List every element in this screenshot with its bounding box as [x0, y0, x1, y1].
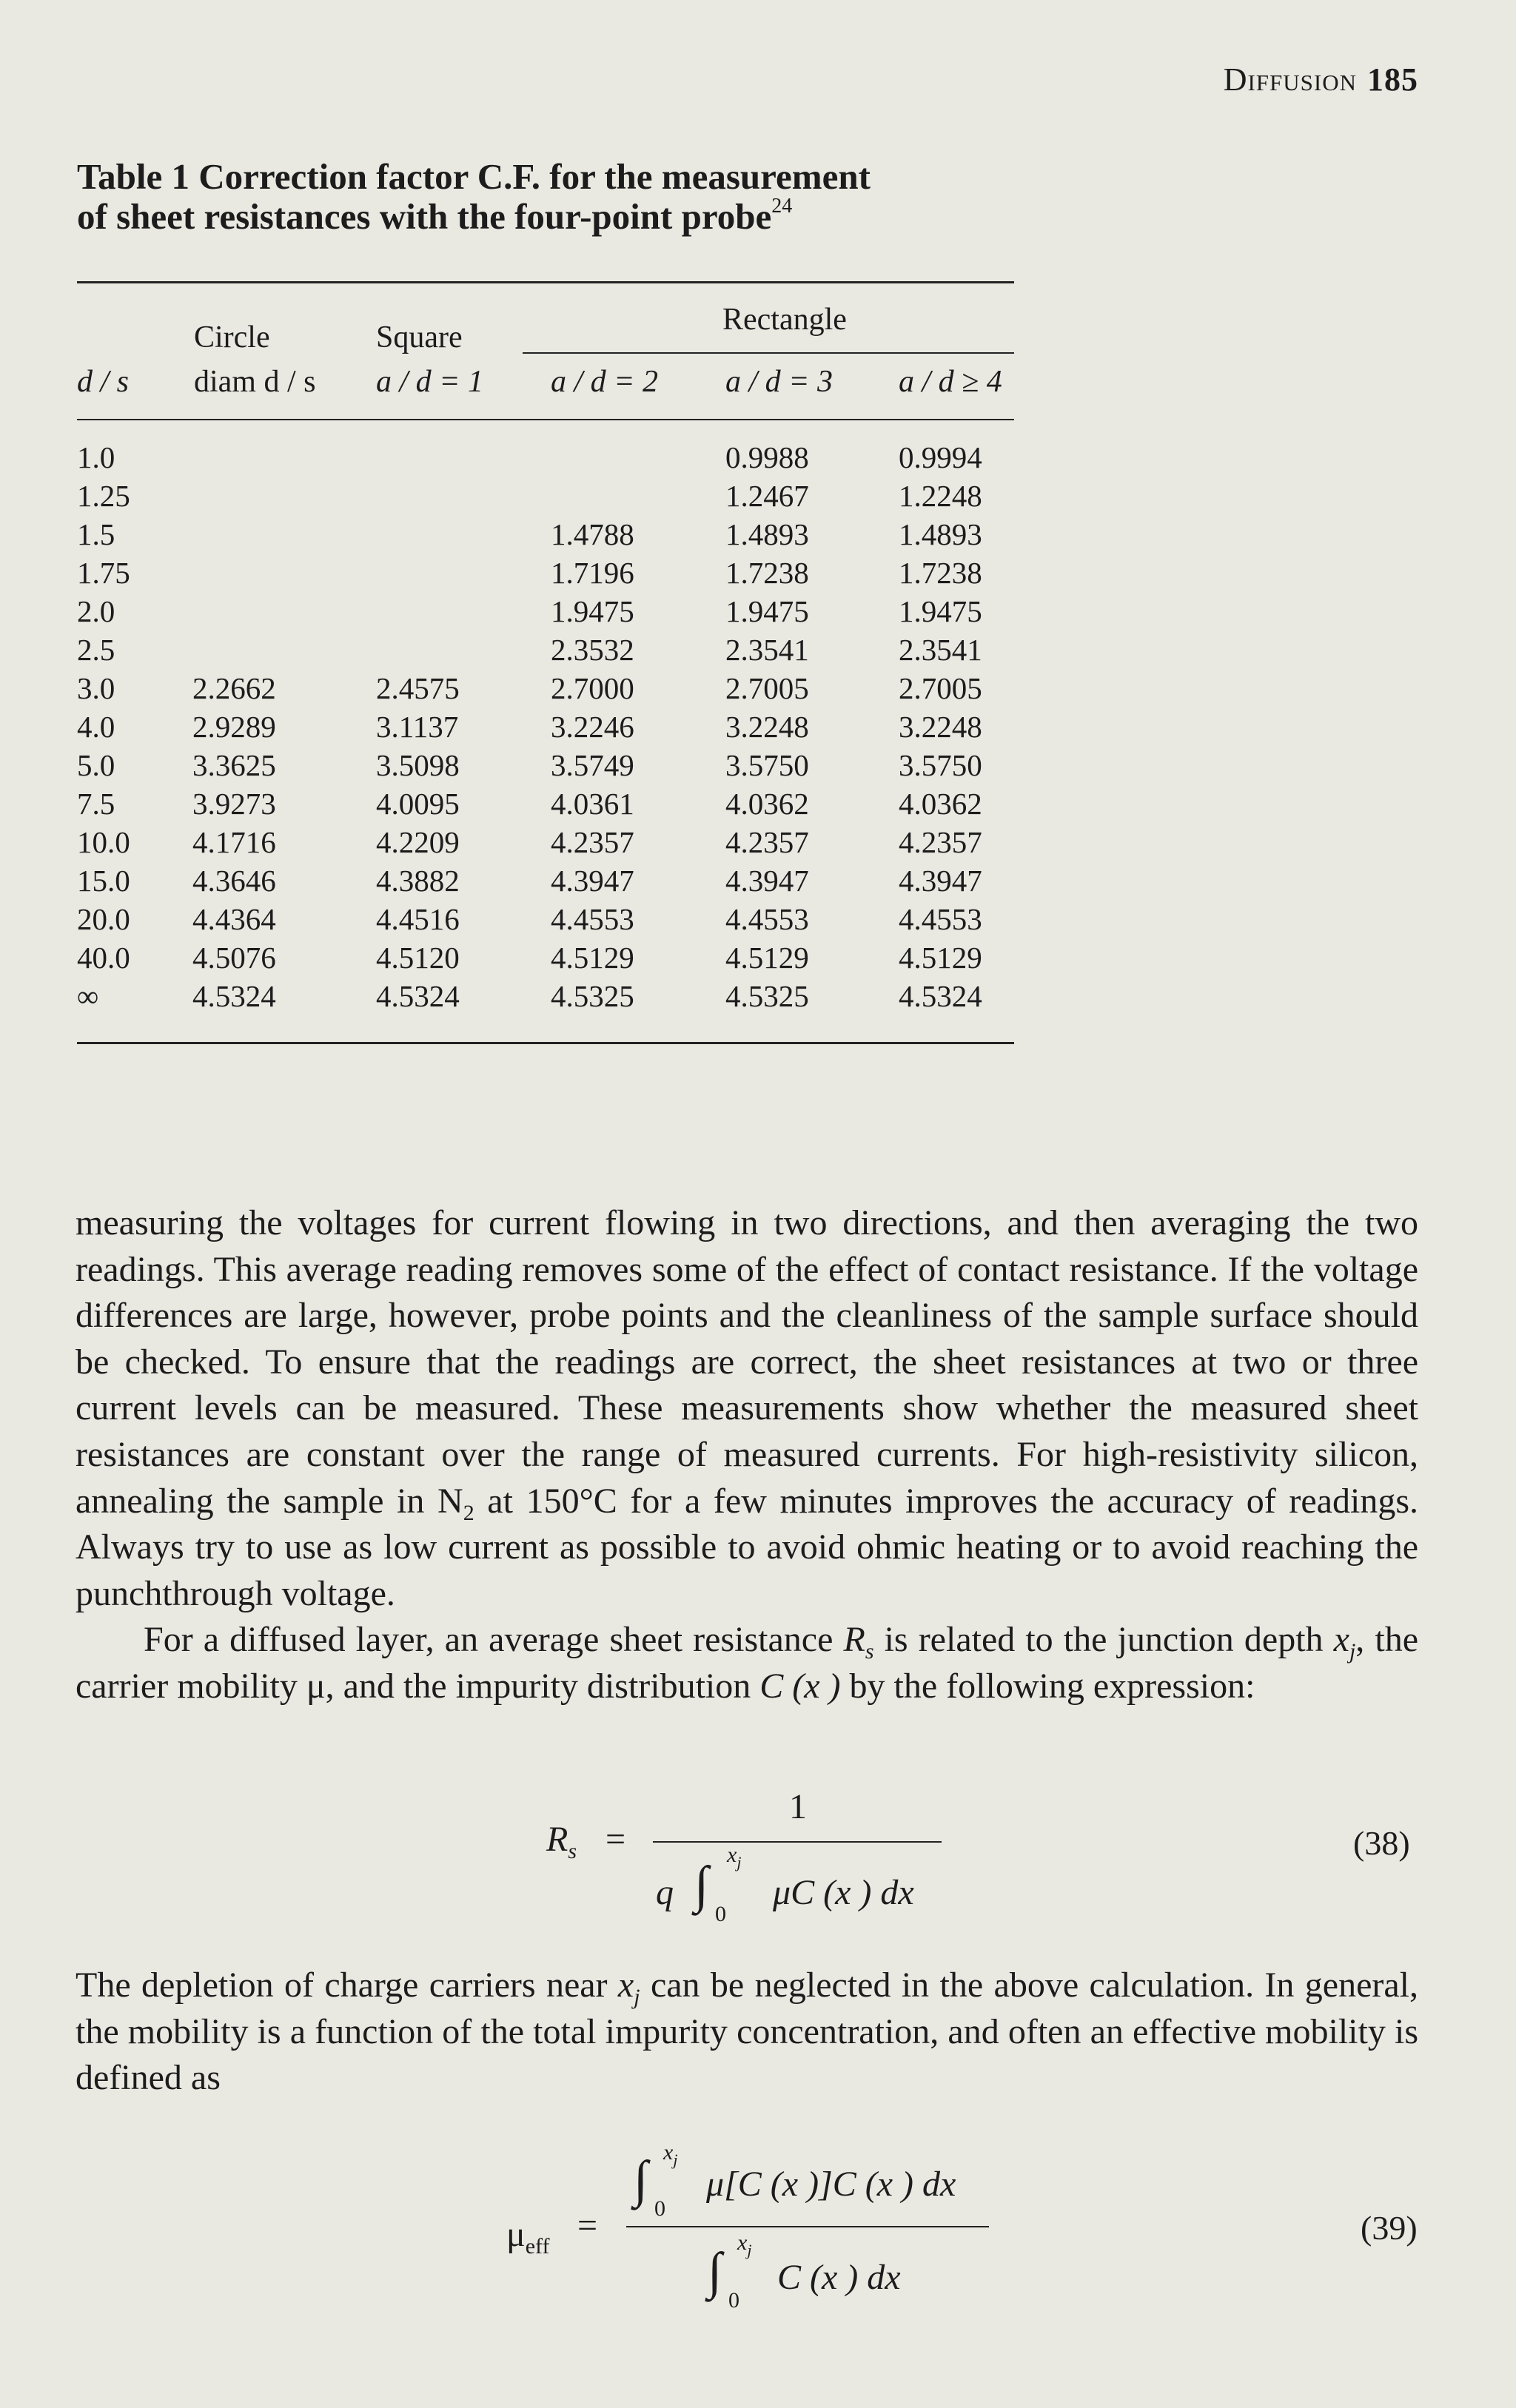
table-cell: 4.4516 [376, 902, 460, 936]
table-cell: 4.5324 [192, 979, 276, 1013]
eq38-upper-limit: $x_j$ [727, 1843, 742, 1871]
table-cell: 1.9475 [551, 594, 634, 628]
table-cell: 3.5098 [376, 748, 460, 782]
table-caption-line2: of sheet resistances with the four-point probe [77, 196, 772, 237]
eq38-q: q [656, 1873, 674, 1912]
table-cell: 4.5129 [725, 941, 809, 975]
table-caption-line1: Table 1 Correction factor C.F. for the measurement [77, 156, 871, 197]
eq39-num-upper-limit: $x_j$ [663, 2140, 678, 2169]
table-row-label: 1.0 [77, 440, 115, 474]
table-cell: 4.1716 [192, 825, 276, 859]
table-row-label: 40.0 [77, 941, 130, 975]
paragraph-3: The depletion of charge carriers near $x_j$ can be neglected in the above calculation. In general, the mobility is a function of the total impurity concentration, and often an effective mobility is defined as [76, 1965, 1419, 2098]
table-row-label: 5.0 [77, 748, 115, 782]
table-cell: 3.5749 [551, 748, 634, 782]
table-cell: 4.5076 [192, 941, 276, 975]
table-cell: 4.5120 [376, 941, 460, 975]
eq38-number: (38) [1353, 1824, 1410, 1862]
eq38-fraction-bar [653, 1841, 942, 1843]
table-bottom-rule [77, 1042, 1014, 1044]
table-row-label: 2.0 [77, 594, 115, 628]
eq39-num-lower-limit: 0 [654, 2196, 665, 2221]
table-cell: 4.5325 [725, 979, 809, 1013]
eq39-numerator: μ[C (x )]C (x ) dx [706, 2165, 956, 2204]
table-cell: 4.2357 [725, 825, 809, 859]
eq38-lhs: $R_s$ [546, 1820, 577, 1863]
table-cell: 3.1137 [376, 710, 459, 744]
table-caption-reference: 24 [771, 195, 793, 218]
eq39-equals: = [577, 2206, 598, 2245]
table-cell: 1.7196 [551, 556, 634, 590]
paragraph-2: For a diffused layer, an average sheet resistance $R_s$ is related to the junction depth $x_j$, the carrier mobility μ, and the impurity distribution C (x ) by the following expression: [76, 1620, 1419, 1706]
table-cell: 2.3532 [551, 633, 634, 667]
table-cell: 4.0362 [899, 787, 982, 821]
header-circle-bottom: diam d / s [194, 365, 316, 399]
table-cell: 4.0361 [551, 787, 634, 821]
table-header-rule [77, 419, 1014, 420]
header-rect-ad3: a / d = 3 [725, 365, 834, 399]
table-cell: 3.5750 [725, 748, 809, 782]
table-cell: 1.7238 [725, 556, 809, 590]
rectangle-group-rule [523, 352, 1014, 354]
eq39-den-upper-limit: $x_j$ [737, 2230, 752, 2259]
header-circle-top: Circle [194, 320, 270, 354]
table-cell: 1.4893 [725, 517, 809, 551]
table-cell: 4.0362 [725, 787, 809, 821]
table-cell: 3.3625 [192, 748, 276, 782]
page-number: 185 [1367, 61, 1418, 98]
eq38-integrand: μC (x ) dx [773, 1873, 914, 1912]
table-cell: 1.2248 [899, 479, 982, 513]
table-cell: 2.7005 [725, 671, 809, 705]
running-head [1224, 61, 1418, 98]
table-cell: 2.9289 [192, 710, 276, 744]
eq38-integral-sign: ∫ [694, 1857, 709, 1914]
table-cell: 2.7000 [551, 671, 634, 705]
eq39-number: (39) [1361, 2209, 1418, 2247]
table-row-label: 20.0 [77, 902, 130, 936]
table-cell: 4.5129 [899, 941, 982, 975]
table-cell: 4.4553 [899, 902, 982, 936]
table-row-label: 7.5 [77, 787, 115, 821]
table-cell: 4.3947 [899, 864, 982, 898]
table-top-rule [77, 281, 1014, 283]
eq39-denominator: C (x ) dx [777, 2258, 901, 2297]
table-row-label: 1.75 [77, 556, 130, 590]
table-cell: 4.3947 [551, 864, 634, 898]
table-cell: 0.9994 [899, 440, 982, 474]
table-cell: 4.5129 [551, 941, 634, 975]
table-cell: 3.5750 [899, 748, 982, 782]
table-row-label: 1.5 [77, 517, 115, 551]
header-square-top: Square [376, 320, 463, 354]
table-cell: 4.4364 [192, 902, 276, 936]
eq39-fraction-bar [626, 2226, 989, 2227]
table-cell: 3.2248 [725, 710, 809, 744]
table-cell: 4.2357 [899, 825, 982, 859]
table-cell: 2.3541 [899, 633, 982, 667]
header-ds: d / s [77, 365, 130, 399]
eq39-num-integral-sign: ∫ [634, 2151, 648, 2208]
table-cell: 4.2357 [551, 825, 634, 859]
paragraph-1: measuring the voltages for current flowing in two directions, and then averaging the two readings. This average reading removes some of the effect of contact resistance. If the voltage differences are large, however, probe points and the cleanliness of the sample surface should be checked. To ensure that the readings are correct, the sheet resistances at two or three current levels can be measured. These measurements show whether the measured sheet resistances are constant over the range of measured currents. For high-resistivity silicon, annealing the sample in $N_2$ at 150°C for a few minutes improves the accuracy of readings. Always try to use as low current as possible to avoid ohmic heating or to avoid reaching the punchthrough voltage. [76, 1203, 1419, 1613]
table-row-label: ∞ [77, 979, 99, 1013]
table-cell: 4.3882 [376, 864, 460, 898]
table-cell: 1.4893 [899, 517, 982, 551]
eq38-numerator: 1 [789, 1787, 807, 1826]
body-text-lower [76, 1963, 1418, 2102]
table-row-label: 2.5 [77, 633, 115, 667]
header-rect-ad2: a / d = 2 [551, 365, 659, 399]
table-cell: 4.2209 [376, 825, 460, 859]
table-cell: 2.3541 [725, 633, 809, 667]
table-cell: 4.5324 [899, 979, 982, 1013]
table-row-label: 15.0 [77, 864, 130, 898]
table-caption [77, 157, 1039, 237]
table-cell: 1.7238 [899, 556, 982, 590]
table-cell: 1.9475 [725, 594, 809, 628]
table-cell: 2.4575 [376, 671, 460, 705]
table-cell: 4.4553 [725, 902, 809, 936]
table-row-label: 1.25 [77, 479, 130, 513]
table-cell: 3.9273 [192, 787, 276, 821]
running-head-title: Diffusion [1223, 61, 1357, 98]
eq38-lower-limit: 0 [715, 1902, 726, 1926]
eq39-den-integral-sign: ∫ [708, 2243, 722, 2300]
table-cell: 1.9475 [899, 594, 982, 628]
body-text-upper [76, 1200, 1418, 1710]
table-cell: 4.0095 [376, 787, 460, 821]
table-row-label: 4.0 [77, 710, 115, 744]
table-cell: 4.5324 [376, 979, 460, 1013]
table-cell: 4.5325 [551, 979, 634, 1013]
table-cell: 3.2246 [551, 710, 634, 744]
table-cell: 2.7005 [899, 671, 982, 705]
eq39-lhs: $\mu_{eff}$ [506, 2215, 550, 2259]
header-rect-ad4: a / d ≥ 4 [899, 365, 1002, 399]
table-cell: 4.3646 [192, 864, 276, 898]
eq39-den-lower-limit: 0 [728, 2288, 739, 2313]
table-cell: 1.4788 [551, 517, 634, 551]
table-row-label: 3.0 [77, 671, 115, 705]
eq38-equals: = [606, 1820, 626, 1859]
table-cell: 3.2248 [899, 710, 982, 744]
table-row-label: 10.0 [77, 825, 130, 859]
table-cell: 1.2467 [725, 479, 809, 513]
table-cell: 0.9988 [725, 440, 809, 474]
table-cell: 2.2662 [192, 671, 276, 705]
table-cell: 4.4553 [551, 902, 634, 936]
table-cell: 4.3947 [725, 864, 809, 898]
header-square-bottom: a / d = 1 [376, 365, 484, 399]
header-rectangle: Rectangle [722, 303, 847, 337]
